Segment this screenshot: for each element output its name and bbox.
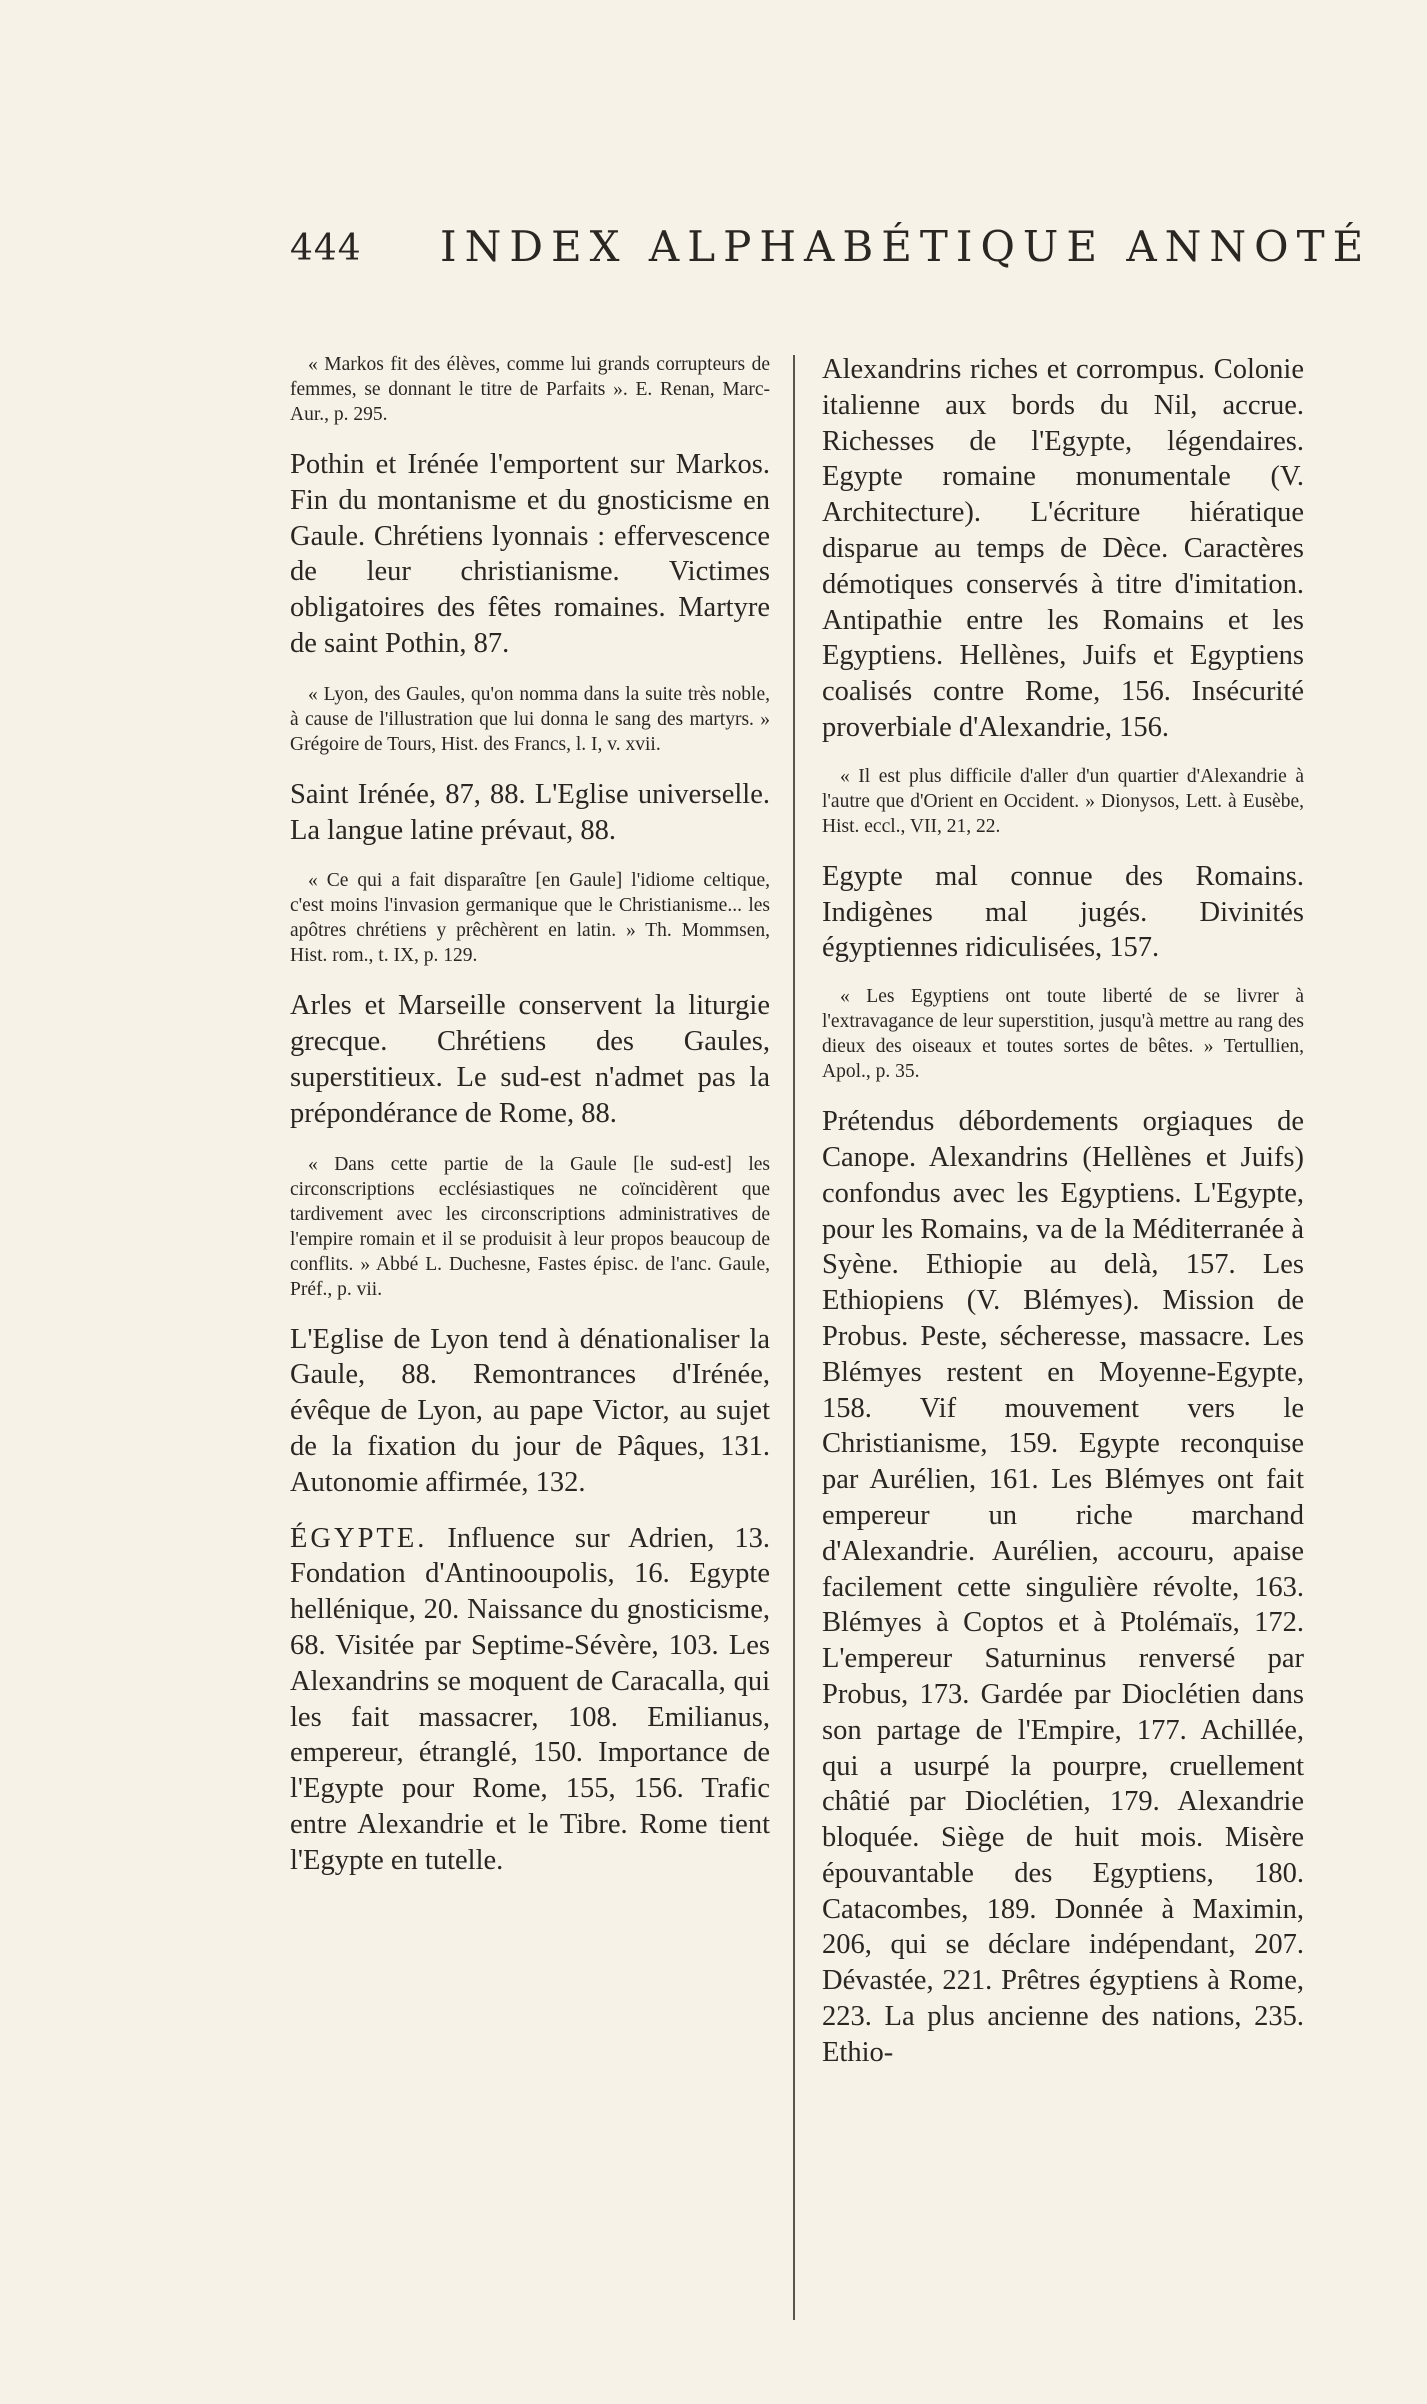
paragraph-arles: Arles et Marseille conservent la liturgie grecque. Chrétiens des Gaules, superstitieux. Le sud-est n'admet pas la prépondérance de Rome, 88. (290, 990, 770, 1129)
quote-duchesne: « Dans cette partie de la Gaule [le sud-est] les circonscriptions ecclésiastiques ne coïncidèrent que tardivement avec les circonscriptions administratives de l'empire romain et il se produisit à leur propos beaucoup de conflits. » Abbé L. Duchesne, Fastes épisc. de l'anc. Gaule, Préf., p. vii. (290, 1153, 770, 1300)
quote-tertullien: « Les Egyptiens ont toute liberté de se livrer à l'extravagance de leur superstition, jusqu'à mettre au rang des dieux des oiseaux et toutes sortes de bêtes. » Tertullien, Apol., p. 35. (822, 986, 1304, 1083)
paragraph-irenee: Saint Irénée, 87, 88. L'Eglise universelle. La langue latine prévaut, 88. (290, 778, 770, 846)
quote-renan: « Markos fit des élèves, comme lui grands corrupteurs de femmes, se donnant le titre de Parfaits ». E. Renan, Marc-Aur., p. 295. (290, 354, 770, 425)
column-divider (793, 355, 795, 2320)
running-title: INDEX ALPHABÉTIQUE ANNOTÉ (440, 222, 1372, 271)
entry-egypte (290, 1521, 770, 1879)
paragraph-alexandrins: Alexandrins riches et corrompus. Colonie italienne aux bords du Nil, accrue. Richesses de l'Egypte, légendaires. Egypte romaine monumentale (V. Architecture). L'écriture hiératique disparue au temps de Dèce. Caractères démotiques conservés à titre d'imitation. Antipathie entre les Romains et les Egyptiens. Hellènes, Juifs et Egyptiens coalisés contre Rome, 156. Insécurité proverbiale d'Alexandrie, 156. (822, 354, 1304, 743)
right-column (822, 352, 1304, 2332)
entry-text-egypte: Influence sur Adrien, 13. Fondation d'Antinooupolis, 16. Egypte hellénique, 20. Naissance du gnosticisme, 68. Visitée par Septime-Sévère, 103. Les Alexandrins se moquent de Caracalla, qui les fait massacrer, 108. Emilianus, empereur, étranglé, 150. Importance de l'Egypte pour Rome, 155, 156. Trafic entre Alexandrie et le Tibre. Rome tient l'Egypte en tutelle. (290, 1522, 770, 1876)
paragraph-eglise-lyon: L'Eglise de Lyon tend à dénationaliser la Gaule, 88. Remontrances d'Irénée, évêque de Lyon, au pape Victor, au sujet de la fixation du jour de Pâques, 131. Autonomie affirmée, 132. (290, 1323, 770, 1498)
quote-gregoire: « Lyon, des Gaules, qu'on nomma dans la suite très noble, à cause de l'illustration que lui donna le sang des martyrs. » Grégoire de Tours, Hist. des Francs, l. I, v. xvii. (290, 683, 770, 755)
paragraph-egypte-mal-connue: Egypte mal connue des Romains. Indigènes mal jugés. Divinités égyptiennes ridiculisées, 157. (822, 860, 1304, 964)
paragraph-canope: Prétendus débordements orgiaques de Canope. Alexandrins (Hellènes et Juifs) confondus avec les Egyptiens. L'Egypte, pour les Romains, va de la Méditerranée à Syène. Ethiopie au delà, 157. Les Ethiopiens (V. Blémyes). Mission de Probus. Peste, sécheresse, massacre. Les Blémyes restent en Moyenne-Egypte, 158. Vif mouvement vers le Christianisme, 159. Egypte reconquise par Aurélien, 161. Les Blémyes ont fait empereur un riche marchand d'Alexandrie. Aurélien, accouru, apaise facilement cette singulière révolte, 163. Blémyes à Coptos et à Ptolémaïs, 172. L'empereur Saturninus renversé par Probus, 173. Gardée par Dioclétien dans son partage de l'Empire, 177. Achillée, qui a usurpé la pourpre, cruellement châtié par Dioclétien, 179. Alexandrie bloquée. Siège de huit mois. Misère épouvantable des Egyptiens, 180. Catacombes, 189. Donnée à Maximin, 206, qui se déclare indépendant, 207. Dévastée, 221. Prêtres égyptiens à Rome, 223. La plus ancienne des nations, 235. Ethio- (822, 1106, 1304, 2068)
entry-head-egypte: ÉGYPTE. (290, 1522, 428, 1554)
quote-mommsen: « Ce qui a fait disparaître [en Gaule] l'idiome celtique, c'est moins l'invasion germanique que le Christianisme... les apôtres chrétiens y prêchèrent en latin. » Th. Mommsen, Hist. rom., t. IX, p. 129. (290, 870, 770, 967)
page-header (290, 222, 1372, 282)
left-column (290, 352, 770, 2332)
page-number: 444 (290, 228, 362, 269)
quote-dionysos: « Il est plus difficile d'aller d'un quartier d'Alexandrie à l'autre que d'Orient en Occident. » Dionysos, Lett. à Eusèbe, Hist. eccl., VII, 21, 22. (822, 765, 1304, 837)
paragraph-pothin: Pothin et Irénée l'emportent sur Markos. Fin du montanisme et du gnosticisme en Gaule. Chrétiens lyonnais : effervescence de leur christianisme. Victimes obligatoires des fêtes romaines. Martyre de saint Pothin, 87. (290, 449, 770, 659)
